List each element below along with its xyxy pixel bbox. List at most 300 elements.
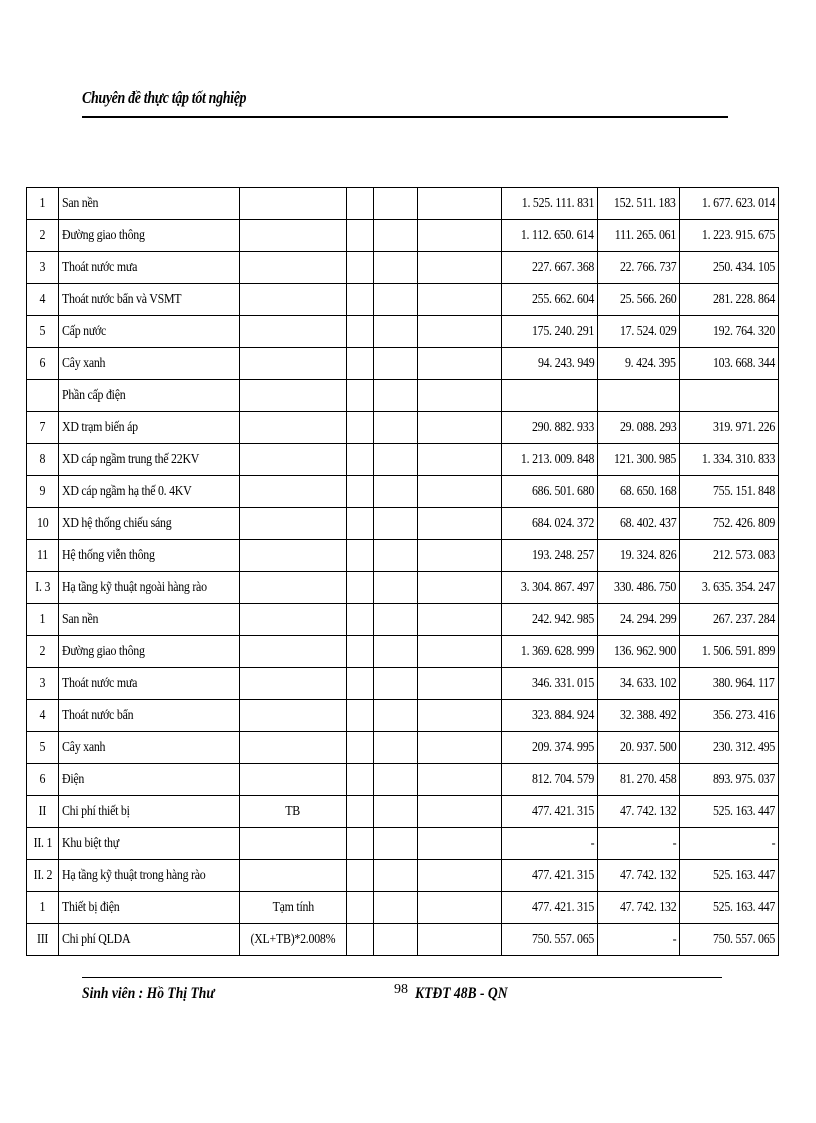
row-number-cell (27, 444, 59, 476)
value-after-tax-cell (680, 668, 779, 700)
empty-cell (347, 508, 374, 540)
table-row (27, 380, 779, 412)
empty-cell (418, 860, 502, 892)
value-after-tax-cell (680, 828, 779, 860)
table-row (27, 444, 779, 476)
value-after-tax-text: 750. 557. 065 (712, 931, 775, 947)
item-name-text: Chi phí thiết bị (62, 803, 130, 819)
vat-cell (598, 636, 680, 668)
empty-cell (347, 444, 374, 476)
value-before-tax-text: 290. 882. 933 (531, 419, 594, 435)
value-after-tax-text: 1. 334. 310. 833 (701, 451, 775, 467)
vat-text: 19. 324. 826 (619, 547, 676, 563)
value-after-tax-cell (680, 252, 779, 284)
value-after-tax-text: 212. 573. 083 (712, 547, 775, 563)
item-name-text: Chi phí QLDA (62, 931, 131, 947)
table-row (27, 668, 779, 700)
item-name-cell (59, 508, 240, 540)
item-name-cell (59, 188, 240, 220)
row-number-text: 8 (39, 451, 46, 467)
vat-cell (598, 508, 680, 540)
value-after-tax-cell (680, 604, 779, 636)
empty-cell (374, 796, 418, 828)
row-number-cell (27, 796, 59, 828)
vat-text: - (672, 835, 676, 851)
vat-cell (598, 828, 680, 860)
value-after-tax-cell (680, 572, 779, 604)
table-row (27, 284, 779, 316)
value-after-tax-text: 230. 312. 495 (712, 739, 775, 755)
row-number-cell (27, 732, 59, 764)
empty-cell (347, 796, 374, 828)
item-name-cell (59, 860, 240, 892)
basis-cell (240, 252, 347, 284)
value-before-tax-cell (502, 316, 598, 348)
basis-cell (240, 572, 347, 604)
item-name-text: Thiết bị điện (62, 899, 120, 915)
item-name-text: XD cáp ngầm trung thế 22KV (62, 451, 200, 467)
value-before-tax-cell (502, 220, 598, 252)
value-after-tax-text: 755. 151. 848 (712, 483, 775, 499)
empty-cell (374, 252, 418, 284)
empty-cell (418, 412, 502, 444)
value-after-tax-cell (680, 860, 779, 892)
vat-text: 330. 486. 750 (613, 579, 676, 595)
basis-cell (240, 380, 347, 412)
cost-table-body (27, 188, 779, 956)
item-name-text: Hạ tầng kỹ thuật ngoài hàng rào (62, 579, 207, 595)
value-after-tax-text: 319. 971. 226 (712, 419, 775, 435)
item-name-cell (59, 220, 240, 252)
vat-text: 68. 402. 437 (619, 515, 676, 531)
item-name-cell (59, 700, 240, 732)
row-number-text: 6 (39, 771, 46, 787)
row-number-text: 10 (36, 515, 49, 531)
table-row (27, 700, 779, 732)
row-number-text: 11 (37, 547, 48, 563)
vat-text: 81. 270. 458 (619, 771, 676, 787)
table-row (27, 508, 779, 540)
vat-text: 22. 766. 737 (619, 259, 676, 275)
value-before-tax-cell (502, 796, 598, 828)
vat-cell (598, 540, 680, 572)
value-before-tax-text: 193. 248. 257 (531, 547, 594, 563)
page-number: 98 (394, 982, 408, 997)
row-number-text: 2 (39, 227, 46, 243)
value-after-tax-cell (680, 476, 779, 508)
basis-cell (240, 860, 347, 892)
table-row (27, 796, 779, 828)
value-after-tax-text: 250. 434. 105 (712, 259, 775, 275)
value-before-tax-text: 323. 884. 924 (531, 707, 594, 723)
header-divider (82, 116, 728, 118)
vat-cell (598, 572, 680, 604)
vat-text: 47. 742. 132 (619, 867, 676, 883)
table-row (27, 828, 779, 860)
empty-cell (374, 860, 418, 892)
empty-cell (374, 604, 418, 636)
value-after-tax-cell (680, 892, 779, 924)
row-number-cell (27, 476, 59, 508)
basis-cell (240, 540, 347, 572)
row-number-text: 4 (39, 291, 46, 307)
item-name-cell (59, 540, 240, 572)
row-number-cell (27, 700, 59, 732)
vat-cell (598, 668, 680, 700)
footer-class-name: KTĐT 48B - QN (415, 985, 508, 1002)
value-after-tax-cell (680, 284, 779, 316)
row-number-cell (27, 764, 59, 796)
empty-cell (347, 476, 374, 508)
value-before-tax-cell (502, 572, 598, 604)
item-name-text: Khu biệt thự (62, 835, 119, 851)
row-number-text: 7 (39, 419, 46, 435)
row-number-cell (27, 284, 59, 316)
vat-cell (598, 796, 680, 828)
value-before-tax-text: 255. 662. 604 (531, 291, 594, 307)
value-after-tax-cell (680, 412, 779, 444)
empty-cell (374, 828, 418, 860)
vat-text: 17. 524. 029 (619, 323, 676, 339)
row-number-text: III (36, 931, 49, 947)
value-before-tax-cell (502, 508, 598, 540)
value-after-tax-text: 192. 764. 320 (712, 323, 775, 339)
empty-cell (347, 572, 374, 604)
table-row (27, 316, 779, 348)
vat-cell (598, 732, 680, 764)
row-number-text: II (38, 803, 47, 819)
empty-cell (347, 828, 374, 860)
value-before-tax-text: 1. 112. 650. 614 (521, 227, 594, 243)
empty-cell (374, 220, 418, 252)
item-name-cell (59, 924, 240, 956)
value-after-tax-cell (680, 700, 779, 732)
empty-cell (347, 732, 374, 764)
value-after-tax-cell (680, 764, 779, 796)
value-before-tax-cell (502, 476, 598, 508)
value-before-tax-cell (502, 540, 598, 572)
vat-cell (598, 252, 680, 284)
footer-student-name: Sinh viên : Hồ Thị Thư (82, 985, 215, 1002)
basis-cell (240, 892, 347, 924)
basis-cell (240, 348, 347, 380)
table-row (27, 860, 779, 892)
item-name-text: Đường giao thông (62, 227, 145, 243)
row-number-text: II. 2 (33, 867, 52, 883)
row-number-cell (27, 636, 59, 668)
item-name-cell (59, 412, 240, 444)
row-number-text: 4 (39, 707, 46, 723)
vat-cell (598, 348, 680, 380)
empty-cell (347, 604, 374, 636)
item-name-text: Thoát nước bẩn (62, 707, 134, 723)
value-before-tax-text: 3. 304. 867. 497 (520, 579, 594, 595)
vat-cell (598, 604, 680, 636)
value-before-tax-cell (502, 380, 598, 412)
empty-cell (418, 764, 502, 796)
vat-cell (598, 892, 680, 924)
table-row (27, 348, 779, 380)
empty-cell (347, 924, 374, 956)
basis-cell (240, 828, 347, 860)
empty-cell (347, 700, 374, 732)
table-row (27, 252, 779, 284)
item-name-text: Hệ thống viễn thông (62, 547, 155, 563)
value-after-tax-text: - (771, 835, 775, 851)
item-name-text: San nền (62, 195, 99, 211)
vat-cell (598, 380, 680, 412)
empty-cell (418, 796, 502, 828)
vat-cell (598, 444, 680, 476)
item-name-cell (59, 892, 240, 924)
empty-cell (418, 508, 502, 540)
vat-cell (598, 700, 680, 732)
empty-cell (418, 924, 502, 956)
empty-cell (374, 764, 418, 796)
item-name-text: XD trạm biến áp (62, 419, 138, 435)
vat-text: 68. 650. 168 (619, 483, 676, 499)
row-number-text: 2 (39, 643, 46, 659)
item-name-text: XD hệ thống chiếu sáng (62, 515, 172, 531)
value-after-tax-text: 267. 237. 284 (712, 611, 775, 627)
empty-cell (374, 380, 418, 412)
empty-cell (347, 892, 374, 924)
value-after-tax-text: 893. 975. 037 (712, 771, 775, 787)
vat-cell (598, 764, 680, 796)
row-number-cell (27, 668, 59, 700)
value-before-tax-cell (502, 892, 598, 924)
empty-cell (374, 572, 418, 604)
row-number-text: 1 (39, 611, 46, 627)
value-after-tax-text: 380. 964. 117 (713, 675, 775, 691)
value-after-tax-cell (680, 732, 779, 764)
basis-cell (240, 316, 347, 348)
basis-cell (240, 284, 347, 316)
empty-cell (374, 188, 418, 220)
empty-cell (347, 668, 374, 700)
basis-text: TB (285, 803, 301, 819)
vat-cell (598, 476, 680, 508)
value-before-tax-cell (502, 700, 598, 732)
empty-cell (418, 700, 502, 732)
value-before-tax-text: 477. 421. 315 (531, 899, 594, 915)
table-row (27, 476, 779, 508)
basis-cell (240, 796, 347, 828)
value-before-tax-text: 227. 667. 368 (531, 259, 594, 275)
empty-cell (418, 636, 502, 668)
empty-cell (418, 828, 502, 860)
empty-cell (418, 476, 502, 508)
basis-cell (240, 924, 347, 956)
basis-cell (240, 668, 347, 700)
value-before-tax-cell (502, 604, 598, 636)
value-before-tax-text: 94. 243. 949 (537, 355, 594, 371)
basis-cell (240, 604, 347, 636)
value-after-tax-cell (680, 924, 779, 956)
row-number-cell (27, 348, 59, 380)
value-after-tax-text: 1. 223. 915. 675 (701, 227, 775, 243)
vat-cell (598, 284, 680, 316)
item-name-cell (59, 284, 240, 316)
value-before-tax-cell (502, 924, 598, 956)
value-after-tax-text: 1. 506. 591. 899 (701, 643, 775, 659)
value-before-tax-cell (502, 252, 598, 284)
empty-cell (418, 892, 502, 924)
item-name-cell (59, 476, 240, 508)
row-number-cell (27, 316, 59, 348)
vat-cell (598, 220, 680, 252)
item-name-cell (59, 348, 240, 380)
empty-cell (347, 636, 374, 668)
value-after-tax-cell (680, 796, 779, 828)
item-name-text: San nền (62, 611, 99, 627)
empty-cell (374, 284, 418, 316)
value-before-tax-text: 175. 240. 291 (531, 323, 594, 339)
empty-cell (347, 412, 374, 444)
vat-text: 136. 962. 900 (613, 643, 676, 659)
value-after-tax-text: 752. 426. 809 (712, 515, 775, 531)
document-header-title: Chuyên đề thực tập tốt nghiệp (82, 88, 247, 107)
value-before-tax-cell (502, 668, 598, 700)
value-before-tax-text: 1. 369. 628. 999 (520, 643, 594, 659)
row-number-text: 5 (39, 739, 46, 755)
empty-cell (418, 572, 502, 604)
empty-cell (418, 220, 502, 252)
vat-text: 111. 265. 061 (614, 227, 676, 243)
empty-cell (418, 444, 502, 476)
empty-cell (374, 668, 418, 700)
value-after-tax-text: 1. 677. 623. 014 (701, 195, 775, 211)
value-before-tax-text: 209. 374. 995 (531, 739, 594, 755)
row-number-cell (27, 508, 59, 540)
item-name-cell (59, 252, 240, 284)
row-number-cell (27, 892, 59, 924)
item-name-text: Điện (62, 771, 85, 787)
empty-cell (374, 508, 418, 540)
table-row (27, 892, 779, 924)
empty-cell (347, 764, 374, 796)
item-name-cell (59, 444, 240, 476)
row-number-text: II. 1 (33, 835, 52, 851)
row-number-cell (27, 604, 59, 636)
empty-cell (374, 476, 418, 508)
row-number-text: 1 (39, 195, 46, 211)
value-before-tax-cell (502, 412, 598, 444)
row-number-cell (27, 412, 59, 444)
value-before-tax-cell (502, 828, 598, 860)
item-name-text: Thoát nước mưa (62, 675, 138, 691)
row-number-cell (27, 252, 59, 284)
vat-cell (598, 924, 680, 956)
value-before-tax-text: 812. 704. 579 (531, 771, 594, 787)
empty-cell (374, 444, 418, 476)
vat-text: - (672, 931, 676, 947)
vat-cell (598, 860, 680, 892)
basis-cell (240, 764, 347, 796)
empty-cell (418, 380, 502, 412)
vat-text: 29. 088. 293 (619, 419, 676, 435)
vat-cell (598, 412, 680, 444)
value-after-tax-text: 103. 668. 344 (712, 355, 775, 371)
row-number-text: 3 (39, 259, 46, 275)
value-before-tax-text: 477. 421. 315 (531, 867, 594, 883)
table-row (27, 540, 779, 572)
basis-cell (240, 412, 347, 444)
table-row (27, 924, 779, 956)
basis-cell (240, 636, 347, 668)
value-before-tax-text: 1. 213. 009. 848 (520, 451, 594, 467)
item-name-cell (59, 636, 240, 668)
row-number-cell (27, 220, 59, 252)
basis-cell (240, 220, 347, 252)
empty-cell (418, 316, 502, 348)
value-before-tax-cell (502, 284, 598, 316)
empty-cell (418, 540, 502, 572)
value-after-tax-cell (680, 508, 779, 540)
row-number-text: 9 (39, 483, 46, 499)
item-name-cell (59, 764, 240, 796)
empty-cell (347, 220, 374, 252)
row-number-cell (27, 572, 59, 604)
item-name-cell (59, 732, 240, 764)
value-before-tax-cell (502, 444, 598, 476)
empty-cell (374, 732, 418, 764)
item-name-cell (59, 796, 240, 828)
empty-cell (374, 924, 418, 956)
value-before-tax-cell (502, 764, 598, 796)
row-number-cell (27, 540, 59, 572)
item-name-cell (59, 668, 240, 700)
empty-cell (347, 284, 374, 316)
value-before-tax-cell (502, 732, 598, 764)
value-before-tax-text: 242. 942. 985 (531, 611, 594, 627)
value-after-tax-cell (680, 348, 779, 380)
empty-cell (418, 188, 502, 220)
item-name-text: XD cáp ngầm hạ thế 0. 4KV (62, 483, 192, 499)
row-number-cell (27, 924, 59, 956)
item-name-text: Hạ tầng kỹ thuật trong hàng rào (62, 867, 206, 883)
table-row (27, 636, 779, 668)
empty-cell (418, 668, 502, 700)
item-name-text: Cây xanh (62, 739, 106, 755)
vat-text: 20. 937. 500 (619, 739, 676, 755)
empty-cell (374, 348, 418, 380)
empty-cell (347, 348, 374, 380)
row-number-cell (27, 380, 59, 412)
row-number-cell (27, 860, 59, 892)
item-name-text: Cây xanh (62, 355, 106, 371)
item-name-text: Phần cấp điện (62, 387, 126, 403)
value-before-tax-cell (502, 348, 598, 380)
row-number-cell (27, 188, 59, 220)
empty-cell (347, 380, 374, 412)
empty-cell (374, 540, 418, 572)
basis-cell (240, 476, 347, 508)
value-after-tax-text: 356. 273. 416 (712, 707, 775, 723)
empty-cell (374, 636, 418, 668)
basis-cell (240, 188, 347, 220)
vat-cell (598, 316, 680, 348)
value-before-tax-text: 686. 501. 680 (531, 483, 594, 499)
table-row (27, 188, 779, 220)
empty-cell (347, 188, 374, 220)
value-after-tax-cell (680, 636, 779, 668)
value-before-tax-text: - (590, 835, 594, 851)
value-after-tax-cell (680, 316, 779, 348)
row-number-cell (27, 828, 59, 860)
row-number-text: I. 3 (35, 579, 50, 595)
basis-cell (240, 732, 347, 764)
